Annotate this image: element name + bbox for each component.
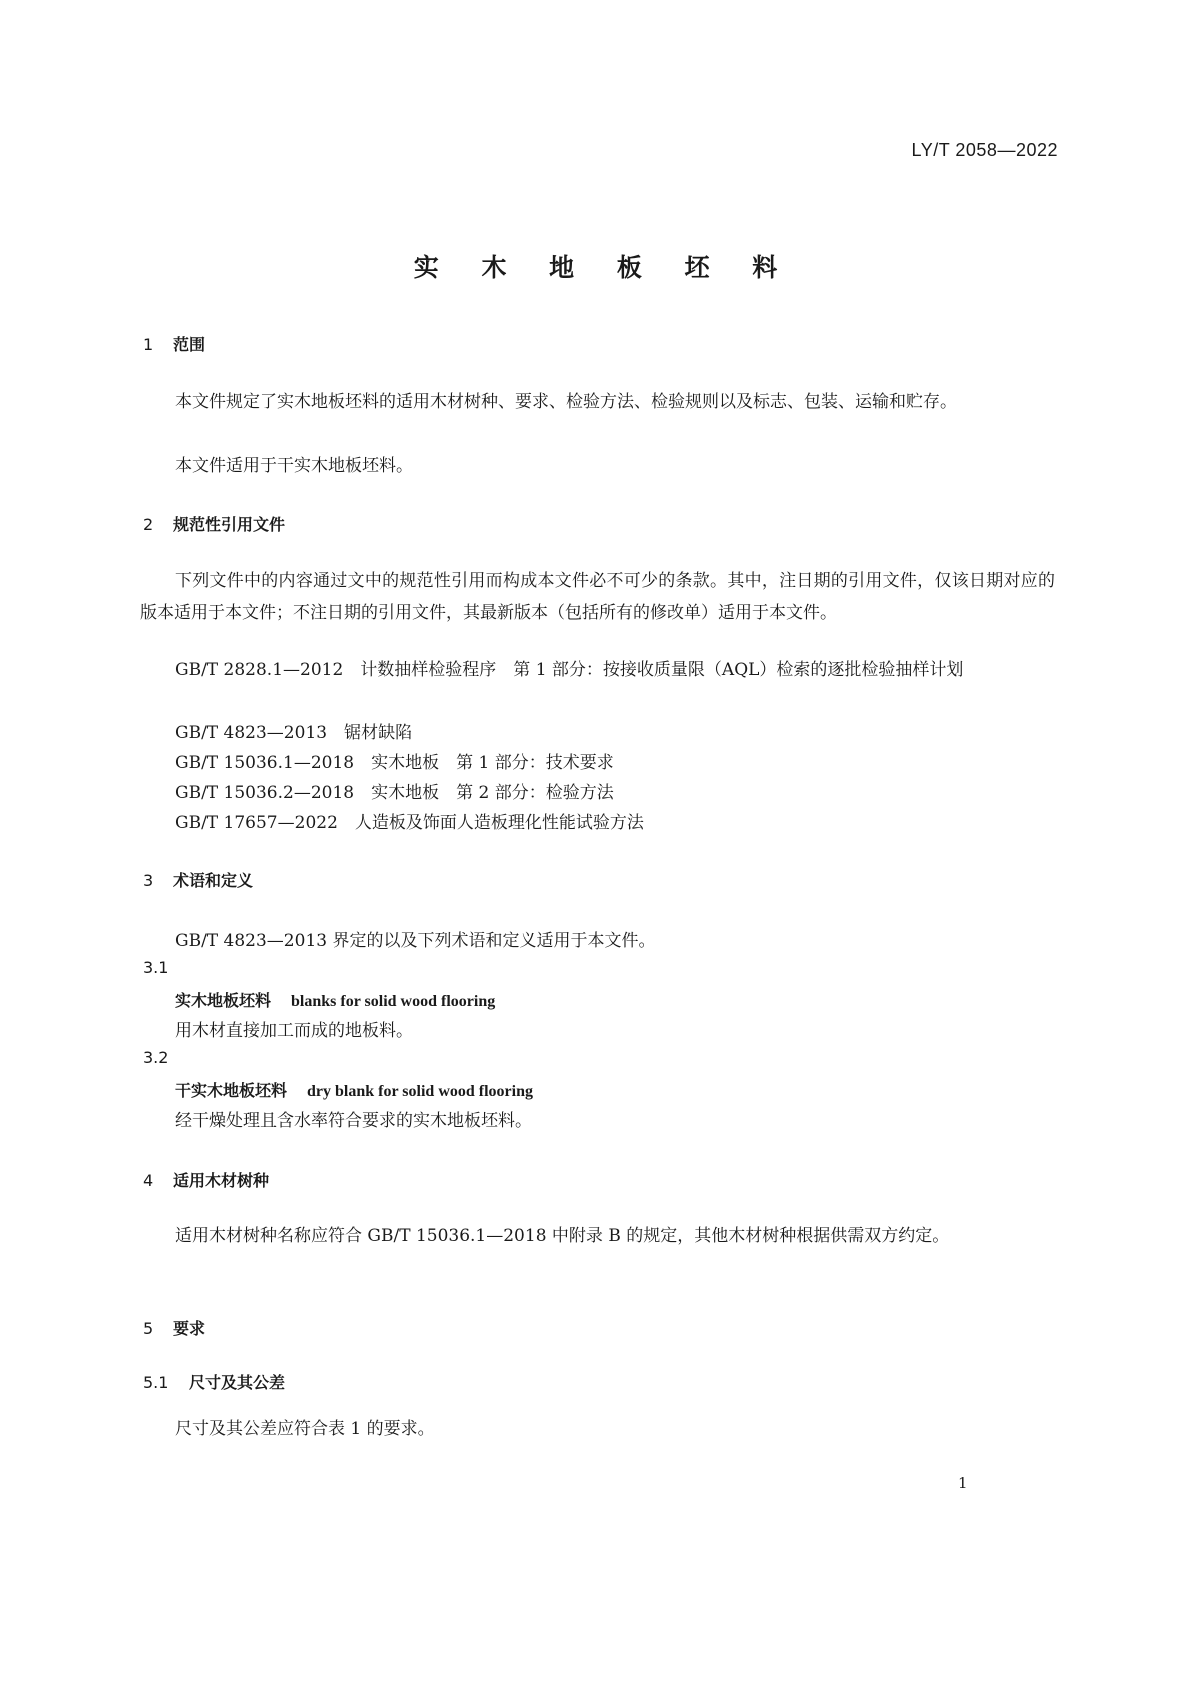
term-english: dry blank for solid wood flooring — [307, 1083, 533, 1100]
page-number: 1 — [958, 1474, 968, 1492]
term-english: blanks for solid wood flooring — [291, 993, 496, 1010]
term-number: 3.1 — [143, 958, 169, 977]
reference-item: GB/T 17657—2022 人造板及饰面人造板理化性能试验方法 — [175, 813, 644, 833]
section-1-heading — [143, 332, 205, 355]
paragraph: GB/T 4823—2013 界定的以及下列术语和定义适用于本文件。 — [175, 931, 656, 951]
paragraph: 本文件规定了实木地板坯料的适用木材树种、要求、检验方法、检验规则以及标志、包装、运输和贮存。 — [175, 392, 957, 412]
subsection-5-1-heading — [143, 1370, 285, 1393]
term-heading — [175, 988, 495, 1011]
section-4-heading — [143, 1168, 269, 1191]
section-title: 范围 — [173, 335, 206, 354]
section-title: 规范性引用文件 — [173, 515, 286, 534]
term-definition: 经干燥处理且含水率符合要求的实木地板坯料。 — [175, 1111, 532, 1131]
paragraph: 下列文件中的内容通过文中的规范性引用而构成本文件必不可少的条款。其中，注日期的引用文件，仅该日期对应的版本适用于本文件；不注日期的引用文件，其最新版本（包括所有的修改单）适用于本文件。 — [140, 571, 1055, 623]
section-number: 3 — [143, 871, 154, 890]
term-chinese: 干实木地板坯料 — [175, 1081, 288, 1100]
reference-item: GB/T 4823—2013 锯材缺陷 — [175, 723, 413, 743]
section-title: 尺寸及其公差 — [189, 1373, 286, 1392]
section-title: 术语和定义 — [173, 871, 254, 890]
paragraph: 本文件适用于干实木地板坯料。 — [175, 456, 413, 476]
reference-item: GB/T 2828.1—2012 计数抽样检验程序 第 1 部分：按接收质量限（AQL）检索的逐批检验抽样计划 — [175, 660, 964, 680]
term-definition: 用木材直接加工而成的地板料。 — [175, 1021, 413, 1041]
document-title: 实 木 地 板 坯 料 — [413, 253, 795, 282]
section-5-heading — [143, 1316, 205, 1339]
section-number: 4 — [143, 1171, 154, 1190]
section-title: 适用木材树种 — [173, 1171, 270, 1190]
section-number: 5 — [143, 1319, 154, 1338]
term-heading — [175, 1078, 533, 1101]
paragraph: 尺寸及其公差应符合表 1 的要求。 — [175, 1419, 435, 1439]
section-number: 5.1 — [143, 1373, 169, 1392]
paragraph: 适用木材树种名称应符合 GB/T 15036.1—2018 中附录 B 的规定，其他木材树种根据供需双方约定。 — [175, 1226, 950, 1246]
document-code: LY/T 2058—2022 — [911, 140, 1058, 160]
section-2-heading — [143, 512, 285, 535]
section-number: 2 — [143, 515, 154, 534]
term-chinese: 实木地板坯料 — [175, 991, 272, 1010]
section-number: 1 — [143, 335, 154, 354]
reference-item: GB/T 15036.2—2018 实木地板 第 2 部分：检验方法 — [175, 783, 614, 803]
reference-item: GB/T 15036.1—2018 实木地板 第 1 部分：技术要求 — [175, 753, 614, 773]
section-3-heading — [143, 868, 253, 891]
term-number: 3.2 — [143, 1048, 169, 1067]
section-title: 要求 — [173, 1319, 206, 1338]
